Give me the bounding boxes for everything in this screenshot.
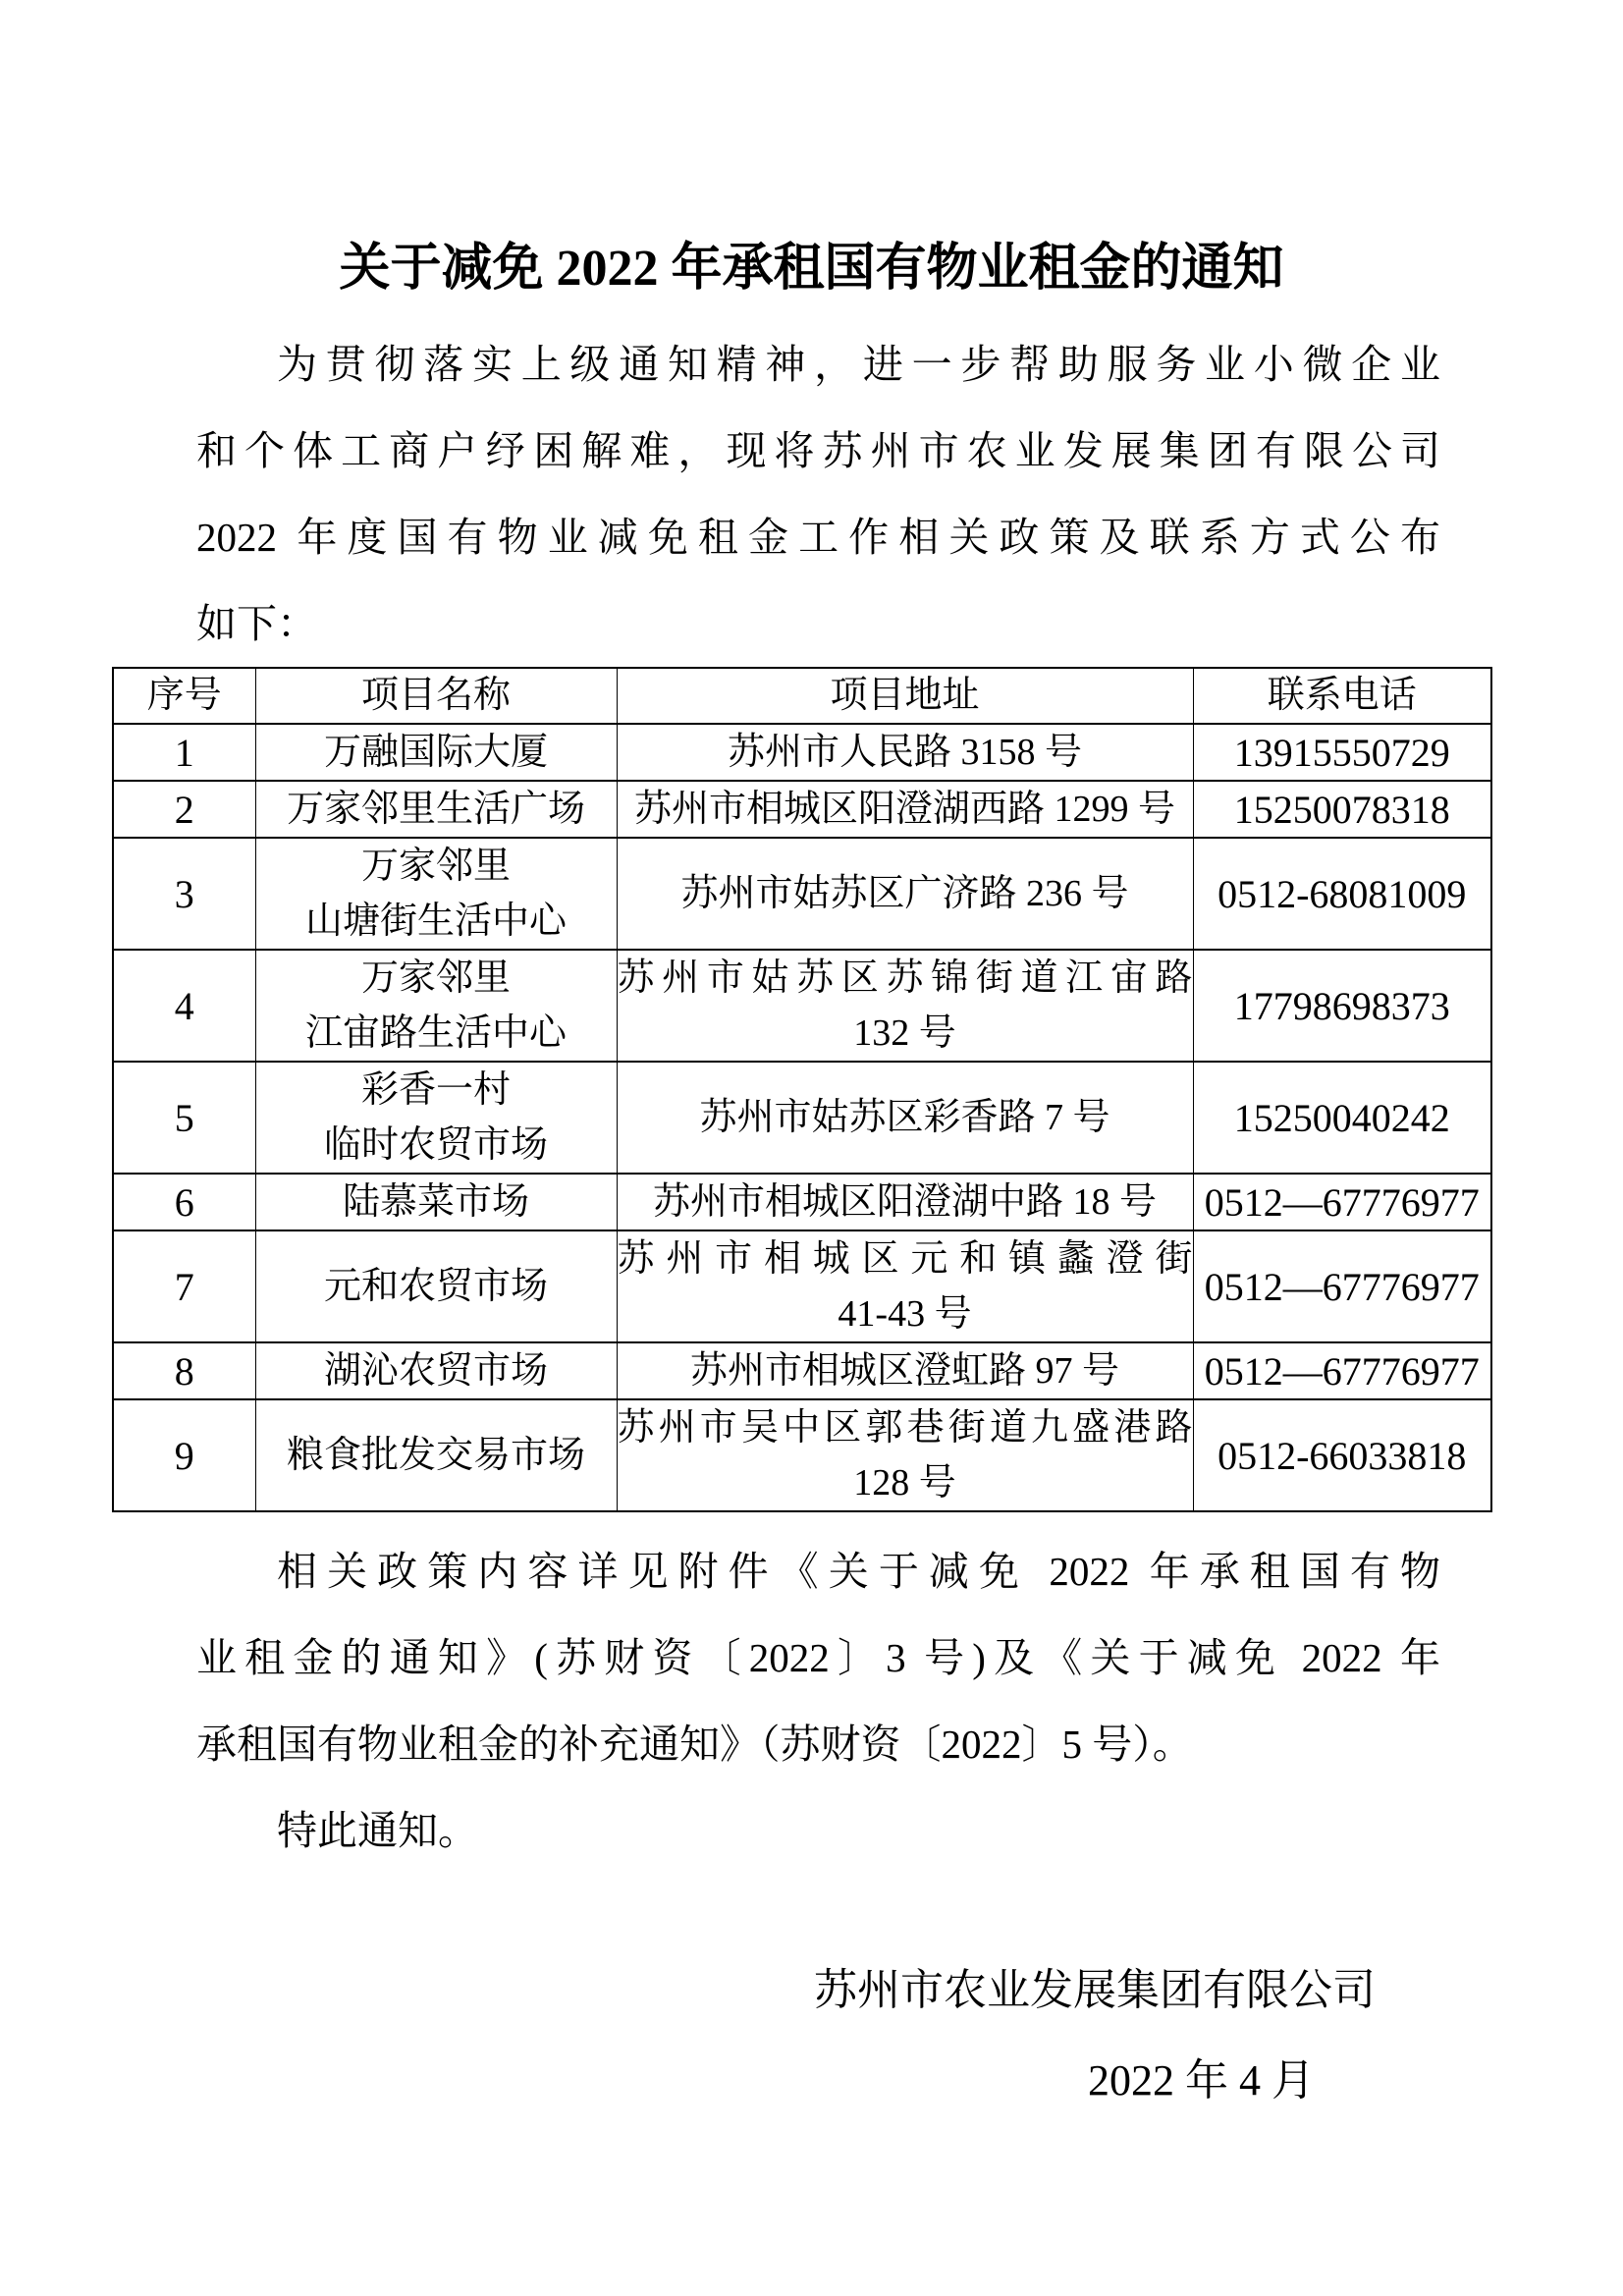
cell-index: 5 <box>113 1062 255 1174</box>
cell-phone: 0512-66033818 <box>1193 1399 1491 1511</box>
cell-index: 1 <box>113 724 255 781</box>
project-name-line: 万家邻里 <box>360 846 511 887</box>
column-header: 序号 <box>113 668 255 724</box>
table-row <box>113 781 1491 838</box>
column-header: 项目名称 <box>255 668 617 724</box>
cell-index: 4 <box>113 950 255 1062</box>
signature-block <box>0 1945 1623 2126</box>
project-address-line: 苏州市姑苏区广济路 236 号 <box>680 873 1129 914</box>
cell-project-address <box>617 1230 1193 1342</box>
project-address-line: 苏州市相城区澄虹路 97 号 <box>689 1350 1119 1392</box>
cell-phone: 15250040242 <box>1193 1062 1491 1174</box>
cell-phone: 0512—67776977 <box>1193 1342 1491 1399</box>
page-title: 关于减免 2022 年承租国有物业租金的通知 <box>339 241 1284 297</box>
cell-phone: 17798698373 <box>1193 950 1491 1062</box>
closing-line: 相关政策内容详见附件《关于减免 2022 年承租国有物 <box>277 1549 1440 1594</box>
intro-line: 和个体工商户纾困解难，现将苏州市农业发展集团有限公司 <box>196 428 1440 473</box>
header-row <box>113 668 1491 724</box>
intro-paragraph <box>196 321 1440 667</box>
cell-index: 8 <box>113 1342 255 1399</box>
closing-note <box>196 1787 1440 1874</box>
cell-project-name <box>255 1062 617 1174</box>
signature-date: 2022 年 4 月 <box>1088 2056 1315 2105</box>
cell-project-name <box>255 838 617 950</box>
cell-project-name <box>255 1399 617 1511</box>
project-name-line: 山塘街生活中心 <box>304 901 567 942</box>
cell-project-address <box>617 950 1193 1062</box>
table-row <box>113 1342 1491 1399</box>
project-address-line: 苏州市吴中区郭巷街道九盛港路 <box>617 1407 1193 1449</box>
project-address-line: 苏州市相城区阳澄湖西路 1299 号 <box>633 789 1175 830</box>
cell-index: 7 <box>113 1230 255 1342</box>
project-name-line: 临时农贸市场 <box>323 1124 548 1166</box>
project-address-line: 苏州市姑苏区彩香路 7 号 <box>699 1097 1110 1138</box>
table-row <box>113 950 1491 1062</box>
closing-line: 承租国有物业租金的补充通知》（苏财资〔2022〕5 号）。 <box>196 1722 1193 1767</box>
project-address-line: 苏州市相城区阳澄湖中路 18 号 <box>652 1181 1157 1223</box>
cell-phone: 0512—67776977 <box>1193 1230 1491 1342</box>
cell-project-address <box>617 1342 1193 1399</box>
project-table <box>112 667 1492 1512</box>
cell-project-address <box>617 724 1193 781</box>
project-address-line: 41-43 号 <box>838 1293 972 1335</box>
cell-project-address <box>617 1174 1193 1230</box>
cell-index: 3 <box>113 838 255 950</box>
table-row <box>113 1230 1491 1342</box>
closing-paragraph <box>196 1528 1440 1787</box>
cell-project-address <box>617 781 1193 838</box>
cell-project-address <box>617 838 1193 950</box>
cell-project-name <box>255 724 617 781</box>
cell-phone: 15250078318 <box>1193 781 1491 838</box>
project-name-line: 元和农贸市场 <box>323 1266 548 1307</box>
table-row <box>113 1399 1491 1511</box>
closing-line: 业租金的通知》(苏财资〔2022〕3 号)及《关于减免 2022 年 <box>196 1635 1440 1680</box>
intro-line: 如下： <box>196 601 317 646</box>
cell-index: 6 <box>113 1174 255 1230</box>
project-name-line: 万融国际大厦 <box>323 732 548 773</box>
table-row <box>113 1174 1491 1230</box>
table-row <box>113 1062 1491 1174</box>
column-header: 项目地址 <box>617 668 1193 724</box>
project-name-line: 万家邻里生活广场 <box>286 789 585 830</box>
intro-line: 为贯彻落实上级通知精神，进一步帮助服务业小微企业 <box>277 342 1440 387</box>
project-address-line: 苏州市人民路 3158 号 <box>727 732 1082 773</box>
cell-project-name <box>255 1230 617 1342</box>
project-name-line: 陆慕菜市场 <box>342 1181 529 1223</box>
cell-phone: 0512-68081009 <box>1193 838 1491 950</box>
cell-project-name <box>255 1174 617 1230</box>
table-row <box>113 724 1491 781</box>
project-table-body <box>113 724 1491 1511</box>
closing-note-line: 特此通知。 <box>277 1808 478 1853</box>
project-name-line: 彩香一村 <box>360 1069 511 1111</box>
project-address-line: 132 号 <box>853 1012 956 1054</box>
signature-company: 苏州市农业发展集团有限公司 <box>814 1966 1376 2014</box>
cell-project-name <box>255 950 617 1062</box>
cell-project-name <box>255 1342 617 1399</box>
project-name-line: 粮食批发交易市场 <box>286 1435 585 1476</box>
column-header: 联系电话 <box>1193 668 1491 724</box>
cell-index: 9 <box>113 1399 255 1511</box>
table-row <box>113 838 1491 950</box>
project-address-line: 苏州市姑苏区苏锦街道江宙路 <box>617 957 1193 999</box>
cell-index: 2 <box>113 781 255 838</box>
cell-project-name <box>255 781 617 838</box>
cell-project-address <box>617 1399 1193 1511</box>
intro-line: 2022 年度国有物业减免租金工作相关政策及联系方式公布 <box>196 515 1440 560</box>
project-address-line: 128 号 <box>853 1462 956 1503</box>
project-name-line: 万家邻里 <box>360 957 511 999</box>
project-name-line: 湖沁农贸市场 <box>323 1350 548 1392</box>
project-table-header <box>113 668 1491 724</box>
cell-project-address <box>617 1062 1193 1174</box>
cell-phone: 0512—67776977 <box>1193 1174 1491 1230</box>
project-address-line: 苏州市相城区元和镇蠡澄街 <box>617 1238 1193 1280</box>
cell-phone: 13915550729 <box>1193 724 1491 781</box>
project-name-line: 江宙路生活中心 <box>304 1012 567 1054</box>
